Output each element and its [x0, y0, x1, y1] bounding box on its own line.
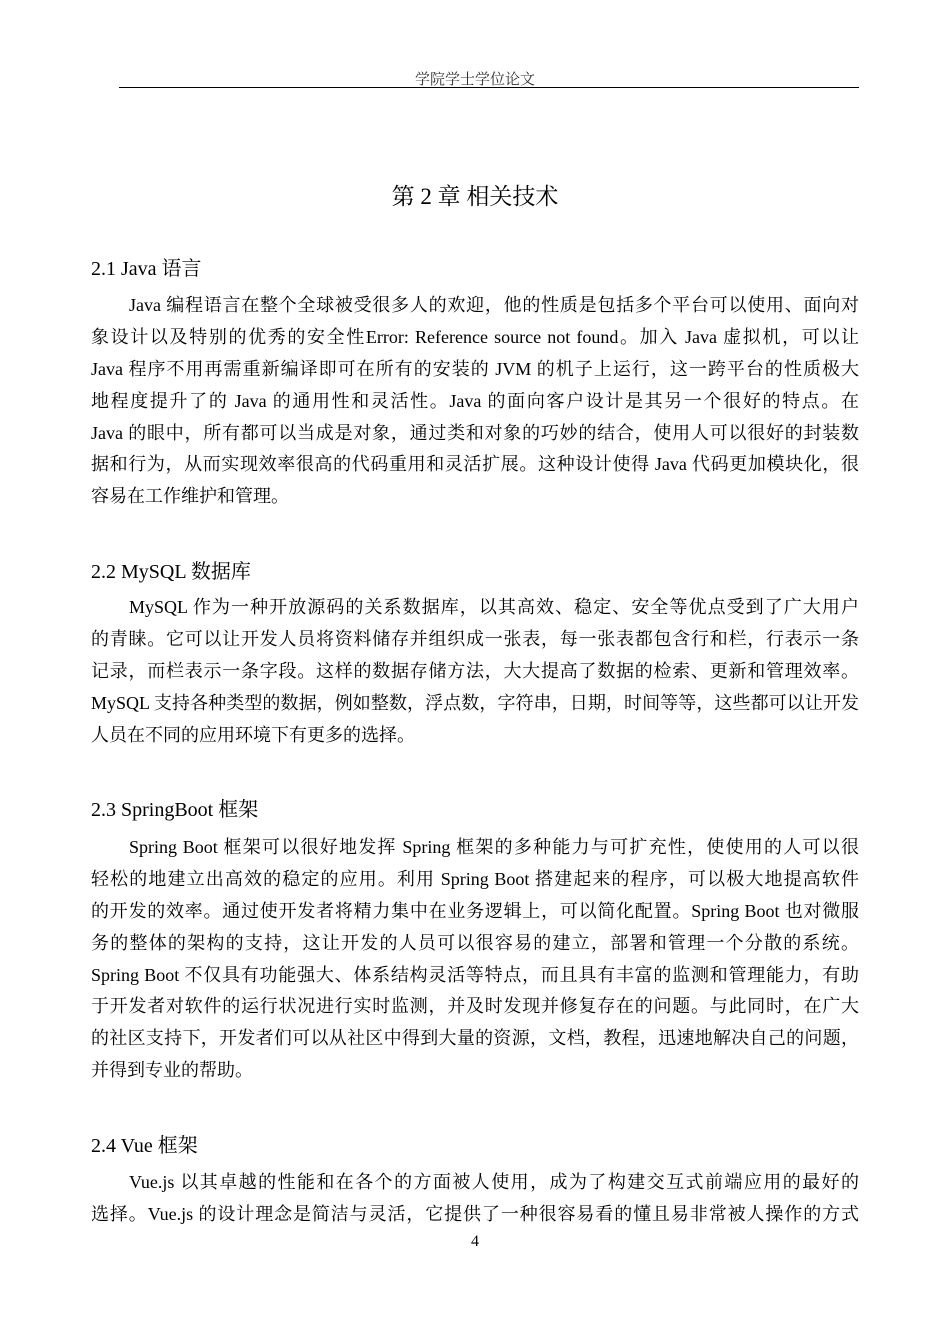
- section-heading: 2.3 SpringBoot 框架: [91, 799, 259, 821]
- section-heading: 2.1 Java 语言: [91, 258, 202, 280]
- text-line: 的开发的效率。通过使开发者将精力集中在业务逻辑上，可以简化配置。Spring Boot 也对微服: [91, 900, 859, 921]
- text-line: 于开发者对软件的运行状况进行实时监测，并及时发现并修复存在的问题。与此同时，在广大: [91, 996, 859, 1017]
- header-divider: [119, 87, 859, 88]
- text-line: Java 编程语言在整个全球被受很多人的欢迎，他的性质是包括多个平台可以使用、面向对: [129, 295, 859, 315]
- text-line: 选择。Vue.js 的设计理念是简洁与灵活，它提供了一种很容易看的懂且易非常被人操作的方式: [91, 1203, 859, 1224]
- text-line: MySQL 支持各种类型的数据，例如整数，浮点数，字符串，日期，时间等等，这些都可以让开发: [91, 692, 859, 713]
- section-paragraph: [91, 832, 859, 1087]
- text-line: Spring Boot 不仅具有功能强大、体系结构灵活等特点，而且具有丰富的监测和管理能力，有助: [91, 964, 859, 985]
- section-paragraph: [91, 1167, 859, 1231]
- text-line: 象设计以及特别的优秀的安全性Error: Reference source not found。加入 Java 虚拟机，可以让: [91, 326, 859, 347]
- text-line: Java 的眼中，所有都可以当成是对象，通过类和对象的巧妙的结合，使用人可以很好的封装数: [91, 422, 859, 443]
- text-line: Vue.js 以其卓越的性能和在各个的方面被人使用，成为了构建交互式前端应用的最好的: [129, 1172, 859, 1192]
- text-line: 据和行为，从而实现效率很高的代码重用和灵活扩展。这种设计使得 Java 代码更加模块化，很: [91, 454, 859, 475]
- section-heading: 2.4 Vue 框架: [91, 1135, 198, 1157]
- text-line: Java 程序不用再需重新编译即可在所有的安装的 JVM 的机子上运行，这一跨平台的性质极大: [91, 358, 859, 379]
- page-number: 4: [471, 1233, 479, 1250]
- section-paragraph: [91, 592, 859, 751]
- text-line: 记录，而栏表示一条字段。这样的数据存储方法，大大提高了数据的检索、更新和管理效率。: [91, 660, 859, 681]
- section-heading: 2.2 MySQL 数据库: [91, 561, 251, 583]
- text-line: 务的整体的架构的支持，这让开发的人员可以很容易的建立，部署和管理一个分散的系统。: [91, 932, 859, 953]
- text-line: 并得到专业的帮助。: [91, 1060, 253, 1081]
- text-line: 容易在工作维护和管理。: [91, 486, 289, 507]
- text-line: 轻松的地建立出高效的稳定的应用。利用 Spring Boot 搭建起来的程序，可以极大地提高软件: [91, 868, 859, 889]
- text-line: 的社区支持下，开发者们可以从社区中得到大量的资源，文档，教程，迅速地解决自己的问题，: [91, 1028, 859, 1049]
- text-line: 地程度提升了的 Java 的通用性和灵活性。Java 的面向客户设计是其另一个很好的特点。在: [91, 390, 859, 411]
- text-line: MySQL 作为一种开放源码的关系数据库，以其高效、稳定、安全等优点受到了广大用户: [129, 597, 859, 617]
- text-line: Spring Boot 框架可以很好地发挥 Spring 框架的多种能力与可扩充性，使使用的人可以很: [129, 837, 859, 857]
- text-line: 的青睐。它可以让开发人员将资料储存并组织成一张表，每一张表都包含行和栏，行表示一条: [91, 628, 859, 649]
- running-header: 学院学士学位论文: [414, 72, 535, 88]
- section-paragraph: [91, 290, 859, 513]
- text-line: 人员在不同的应用环境下有更多的选择。: [91, 724, 415, 745]
- chapter-title: 第 2 章 相关技术: [391, 184, 559, 209]
